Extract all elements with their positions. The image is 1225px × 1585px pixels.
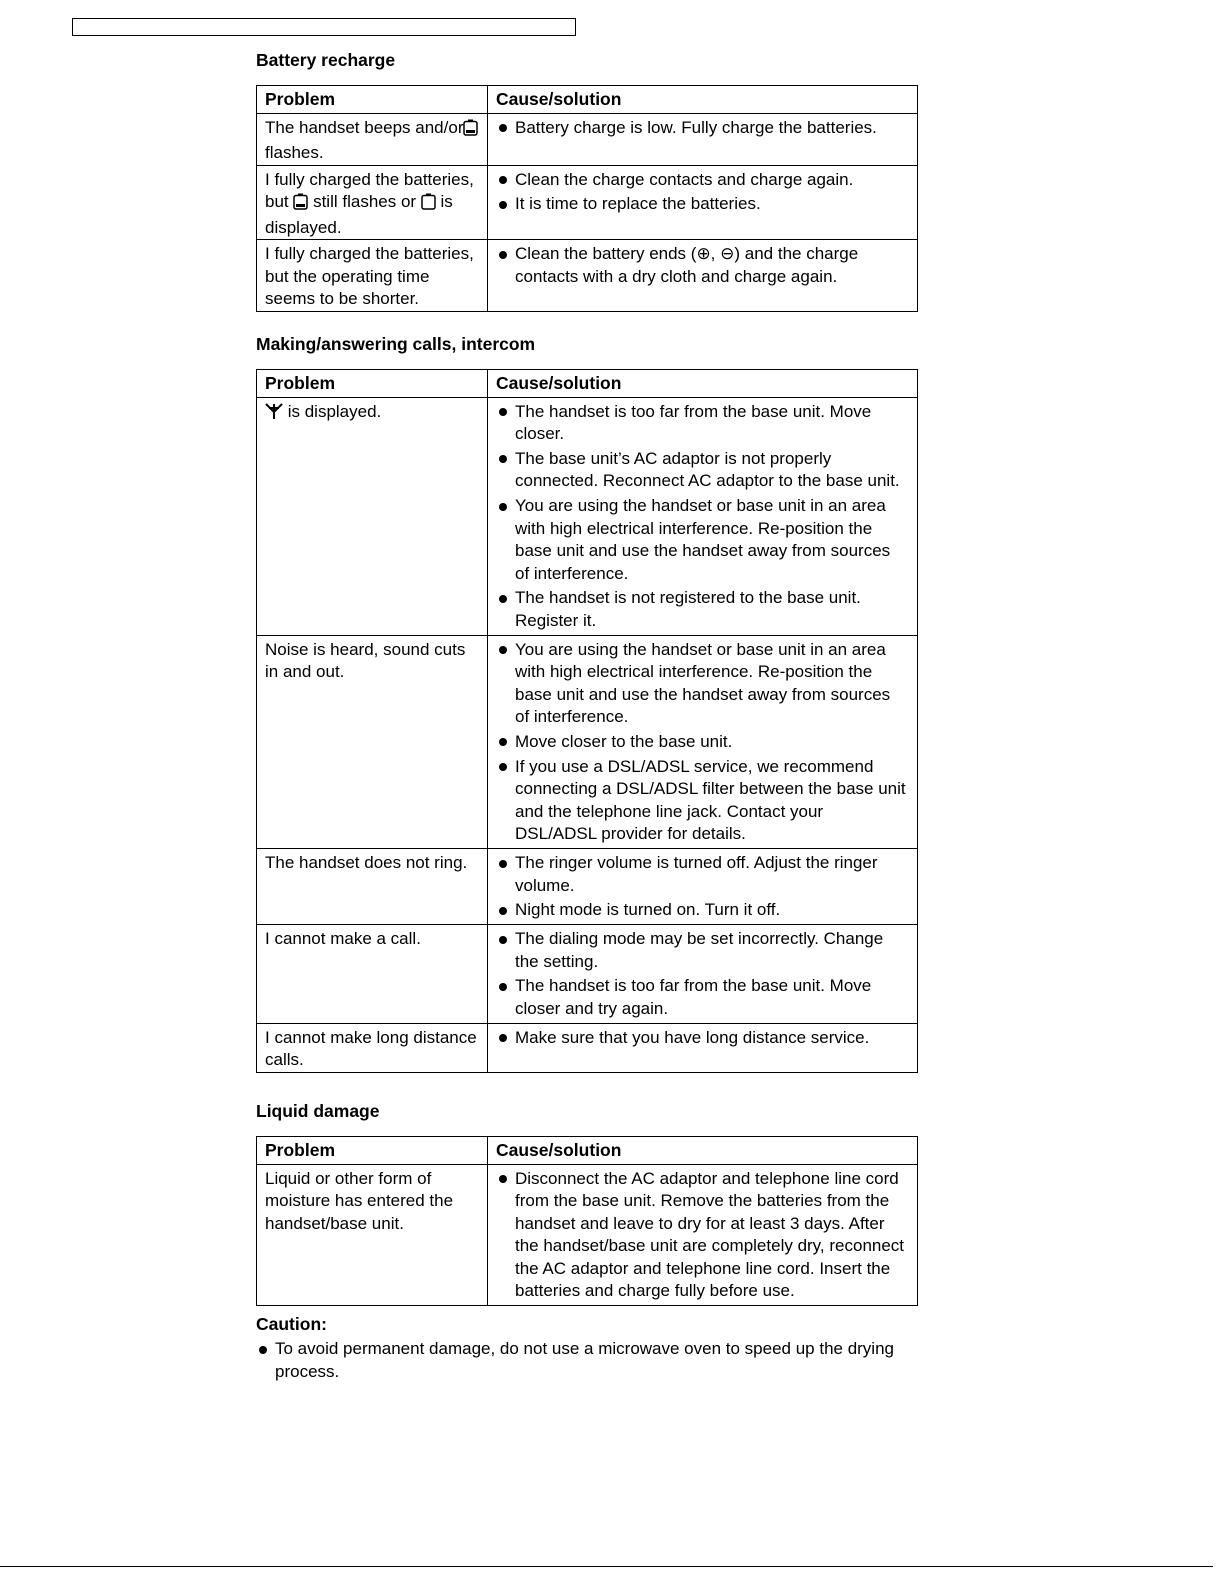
cause-item: Clean the battery ends (⊕, ⊖) and the charge contacts with a dry cloth and charge again. [496, 243, 909, 288]
cause-solution-cell [488, 925, 918, 1024]
problem-cell [257, 113, 488, 165]
problem-cell [257, 1023, 488, 1072]
cause-solution-cell [488, 849, 918, 925]
caution-list [256, 1338, 926, 1385]
problem-text: still flashes or [308, 192, 421, 211]
table-body [257, 1164, 918, 1305]
section-title-making-answering-calls: Making/answering calls, intercom [256, 334, 536, 354]
cause-solution-cell [488, 635, 918, 848]
cause-item: The ringer volume is turned off. Adjust the ringer volume. [496, 852, 909, 897]
problem-cell [257, 165, 488, 240]
battery-low-icon [463, 119, 478, 143]
table-row [257, 165, 918, 240]
cause-list [496, 852, 909, 922]
footer-rule [0, 1566, 1213, 1567]
problem-text: I cannot make a call. [265, 929, 421, 949]
table-row [257, 635, 918, 848]
cause-solution-cell [488, 1164, 918, 1305]
table-body [257, 397, 918, 1072]
cause-solution-cell [488, 240, 918, 312]
cause-list [496, 1168, 909, 1303]
caution-item: To avoid permanent damage, do not use a microwave oven to speed up the drying process. [256, 1338, 926, 1383]
problem-text: I cannot make long distance calls. [265, 1027, 477, 1070]
problem-text: flashes. [265, 143, 324, 162]
table-body [257, 113, 918, 311]
cause-item: The handset is too far from the base unit. Move closer. [496, 401, 909, 446]
cause-list [496, 169, 909, 216]
problem-text: is displayed. [283, 401, 382, 421]
cause-item: Move closer to the base unit. [496, 731, 909, 754]
table-row [257, 240, 918, 312]
cause-item: The handset is too far from the base unit. Move closer and try again. [496, 975, 909, 1020]
table-row [257, 397, 918, 635]
section-title-liquid-damage: Liquid damage [256, 1101, 380, 1121]
cause-item: Night mode is turned on. Turn it off. [496, 899, 909, 922]
caution-title: Caution: [256, 1314, 327, 1334]
column-header-problem: Problem [257, 370, 488, 398]
cause-list [496, 1027, 909, 1050]
cause-item: You are using the handset or base unit in an area with high electrical interference. Re-position the base unit and use the handset away from sources of interference. [496, 639, 909, 729]
no-signal-antenna-icon [265, 403, 283, 427]
problem-text: The handset does not ring. [265, 853, 468, 873]
column-header-problem: Problem [257, 1137, 488, 1165]
problem-text: I fully charged the batteries, but [265, 169, 474, 211]
problem-cell [257, 1164, 488, 1305]
table-row [257, 925, 918, 1024]
cause-list [496, 401, 909, 633]
problem-text: Liquid or other form of moisture has entered the handset/base unit. [265, 1168, 454, 1233]
cause-item: The base unit’s AC adaptor is not properly connected. Reconnect AC adaptor to the base unit. [496, 448, 909, 493]
cause-list [496, 639, 909, 846]
column-header-problem: Problem [257, 86, 488, 114]
cause-item: You are using the handset or base unit in an area with high electrical interference. Re-position the base unit and use the handset away from sources of interference. [496, 495, 909, 585]
cause-item: If you use a DSL/ADSL service, we recommend connecting a DSL/ADSL filter between the base unit and the telephone line jack. Contact your DSL/ADSL provider for details. [496, 756, 909, 846]
table-row [257, 113, 918, 165]
table-battery-recharge [256, 85, 918, 312]
battery-low-icon [293, 193, 308, 217]
header-box [72, 18, 576, 36]
battery-empty-icon [421, 193, 436, 217]
problem-cell [257, 849, 488, 925]
cause-list [496, 928, 909, 1020]
table-row [257, 1164, 918, 1305]
cause-item: Battery charge is low. Fully charge the batteries. [496, 117, 909, 140]
column-header-cause-solution: Cause/solution [488, 86, 918, 114]
column-header-cause-solution: Cause/solution [488, 370, 918, 398]
problem-text: The handset beeps and/or [265, 117, 464, 137]
problem-cell [257, 925, 488, 1024]
cause-item: Clean the charge contacts and charge again. [496, 169, 909, 192]
table-liquid-damage [256, 1136, 918, 1306]
problem-cell [257, 397, 488, 635]
cause-item: It is time to replace the batteries. [496, 193, 909, 216]
table-row [257, 849, 918, 925]
cause-item: The dialing mode may be set incorrectly. Change the setting. [496, 928, 909, 973]
section-title-battery-recharge: Battery recharge [256, 50, 396, 70]
column-header-cause-solution: Cause/solution [488, 1137, 918, 1165]
cause-item: Make sure that you have long distance service. [496, 1027, 909, 1050]
cause-item: The handset is not registered to the base unit. Register it. [496, 587, 909, 632]
cause-list [496, 243, 909, 288]
cause-solution-cell [488, 1023, 918, 1072]
cause-item: Disconnect the AC adaptor and telephone line cord from the base unit. Remove the batteries from the handset and leave to dry for at least 3 days. After the handset/base unit are completely dry, reconnect the AC adaptor and telephone line cord. Insert the batteries and charge fully before use. [496, 1168, 909, 1303]
cause-list [496, 117, 909, 140]
table-row [257, 1023, 918, 1072]
cause-solution-cell [488, 113, 918, 165]
problem-text: is displayed. [265, 192, 453, 237]
problem-cell [257, 240, 488, 312]
problem-text: Noise is heard, sound cuts in and out. [265, 639, 466, 682]
table-making-answering-calls [256, 369, 918, 1073]
problem-text: I fully charged the batteries, but the operating time seems to be shorter. [265, 244, 474, 308]
problem-cell [257, 635, 488, 848]
cause-solution-cell [488, 397, 918, 635]
cause-solution-cell [488, 165, 918, 240]
